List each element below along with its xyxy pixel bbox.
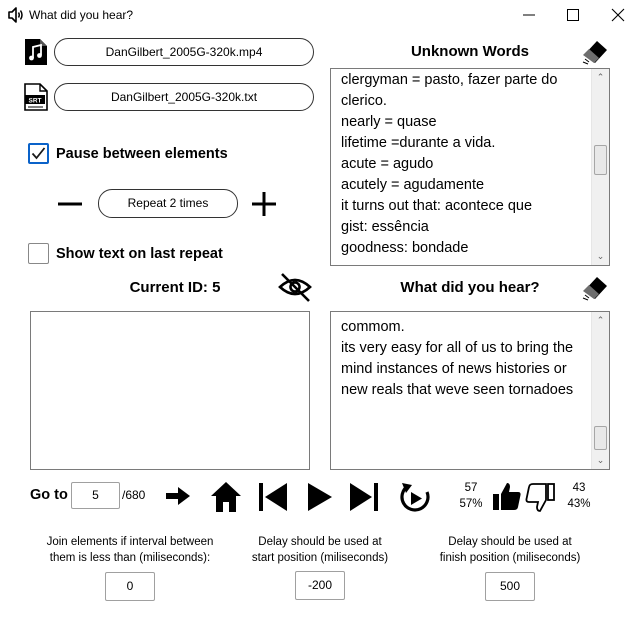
- join-interval-input[interactable]: 0: [105, 572, 155, 601]
- unknown-word-line: clerico.: [341, 93, 387, 109]
- speaker-icon: [7, 6, 25, 24]
- heard-line: its very easy for all of us to bring the: [341, 340, 574, 356]
- pause-checkbox[interactable]: [28, 143, 49, 164]
- arrow-right-icon[interactable]: [164, 484, 192, 508]
- heard-scrollbar[interactable]: [591, 312, 609, 469]
- srt-icon-label: SRT: [28, 97, 42, 105]
- unknown-words-textbox[interactable]: [330, 68, 610, 266]
- unknown-word-line: acute = agudo: [341, 156, 434, 172]
- music-file-icon[interactable]: [24, 38, 48, 66]
- unknown-word-line: nearly = quase: [341, 114, 437, 130]
- join-label: [30, 534, 230, 566]
- subtitle-file-button[interactable]: DanGilbert_2005G-320k.txt: [54, 83, 314, 111]
- heard-text: [331, 317, 609, 401]
- eraser-icon[interactable]: [580, 274, 610, 302]
- unknown-word-line: clergyman = pasto, fazer parte do: [341, 72, 558, 88]
- heard-textbox[interactable]: [330, 311, 610, 470]
- scroll-up-icon[interactable]: ⌃: [596, 72, 605, 82]
- minimize-icon[interactable]: [522, 8, 536, 22]
- likes-percent: 57%: [459, 498, 483, 510]
- scrollbar-thumb[interactable]: [594, 426, 607, 450]
- maximize-icon[interactable]: [566, 8, 580, 22]
- minus-icon[interactable]: [56, 193, 84, 215]
- thumbs-up-icon[interactable]: [491, 480, 523, 512]
- skip-next-icon[interactable]: [346, 481, 380, 513]
- thumbs-down-icon[interactable]: [524, 482, 556, 514]
- play-icon[interactable]: [305, 481, 335, 513]
- subtitle-textbox[interactable]: [30, 311, 310, 470]
- heard-title: What did you hear?: [400, 279, 540, 296]
- join-label-line: them is less than (miliseconds):: [49, 552, 211, 564]
- start-delay-label-line: start position (miliseconds): [251, 552, 389, 564]
- unknown-words-list: [331, 69, 609, 259]
- start-delay-label-line: Delay should be used at: [258, 536, 382, 548]
- heard-line: new reals that weve seen tornadoes: [341, 382, 574, 398]
- unknown-word-line: gist: essência: [341, 219, 429, 235]
- unknown-words-title: Unknown Words: [410, 43, 530, 60]
- goto-label: Go to: [30, 487, 68, 503]
- replay-icon[interactable]: [397, 480, 433, 516]
- repeat-count-button[interactable]: Repeat 2 times: [98, 189, 238, 218]
- total-count: /680: [122, 488, 146, 502]
- finish-delay-label-line: finish position (miliseconds): [439, 552, 581, 564]
- scroll-up-icon[interactable]: ⌃: [596, 315, 605, 325]
- unknown-word-line: goodness: bondade: [341, 240, 469, 256]
- unknown-word-line: it turns out that: acontece que: [341, 198, 533, 214]
- scrollbar-thumb[interactable]: [594, 145, 607, 175]
- skip-previous-icon[interactable]: [257, 481, 291, 513]
- likes-count: 57: [464, 482, 478, 494]
- subtitle-file-icon[interactable]: [24, 83, 48, 111]
- video-file-button[interactable]: DanGilbert_2005G-320k.mp4: [54, 38, 314, 66]
- dislikes-count: 43: [572, 482, 586, 494]
- show-text-label: Show text on last repeat: [56, 246, 223, 262]
- heard-line: commom.: [341, 319, 405, 335]
- close-icon[interactable]: [611, 8, 625, 22]
- title-bar: [0, 0, 634, 30]
- unknown-words-scrollbar[interactable]: [591, 69, 609, 265]
- unknown-word-line: lifetime =durante a vida.: [341, 135, 496, 151]
- heard-line: mind instances of news histories or: [341, 361, 567, 377]
- goto-input[interactable]: 5: [71, 482, 120, 509]
- start-delay-input[interactable]: -200: [295, 571, 345, 600]
- finish-delay-label: [430, 534, 590, 566]
- join-label-line: Join elements if interval between: [46, 536, 214, 548]
- eye-off-icon[interactable]: [278, 271, 312, 303]
- home-icon[interactable]: [209, 480, 243, 514]
- start-delay-label: [240, 534, 400, 566]
- current-id: Current ID: 5: [129, 279, 221, 296]
- eraser-icon[interactable]: [580, 38, 610, 66]
- pause-label: Pause between elements: [56, 146, 228, 162]
- plus-icon[interactable]: [250, 190, 278, 218]
- finish-delay-label-line: Delay should be used at: [448, 536, 572, 548]
- window-title: What did you hear?: [29, 8, 134, 22]
- unknown-word-line: acutely = agudamente: [341, 177, 485, 193]
- checkmark-icon: [30, 145, 47, 162]
- scroll-down-icon[interactable]: ⌄: [596, 251, 605, 261]
- show-text-checkbox[interactable]: [28, 243, 49, 264]
- scroll-down-icon[interactable]: ⌄: [596, 455, 605, 465]
- finish-delay-input[interactable]: 500: [485, 572, 535, 601]
- dislikes-percent: 43%: [567, 498, 591, 510]
